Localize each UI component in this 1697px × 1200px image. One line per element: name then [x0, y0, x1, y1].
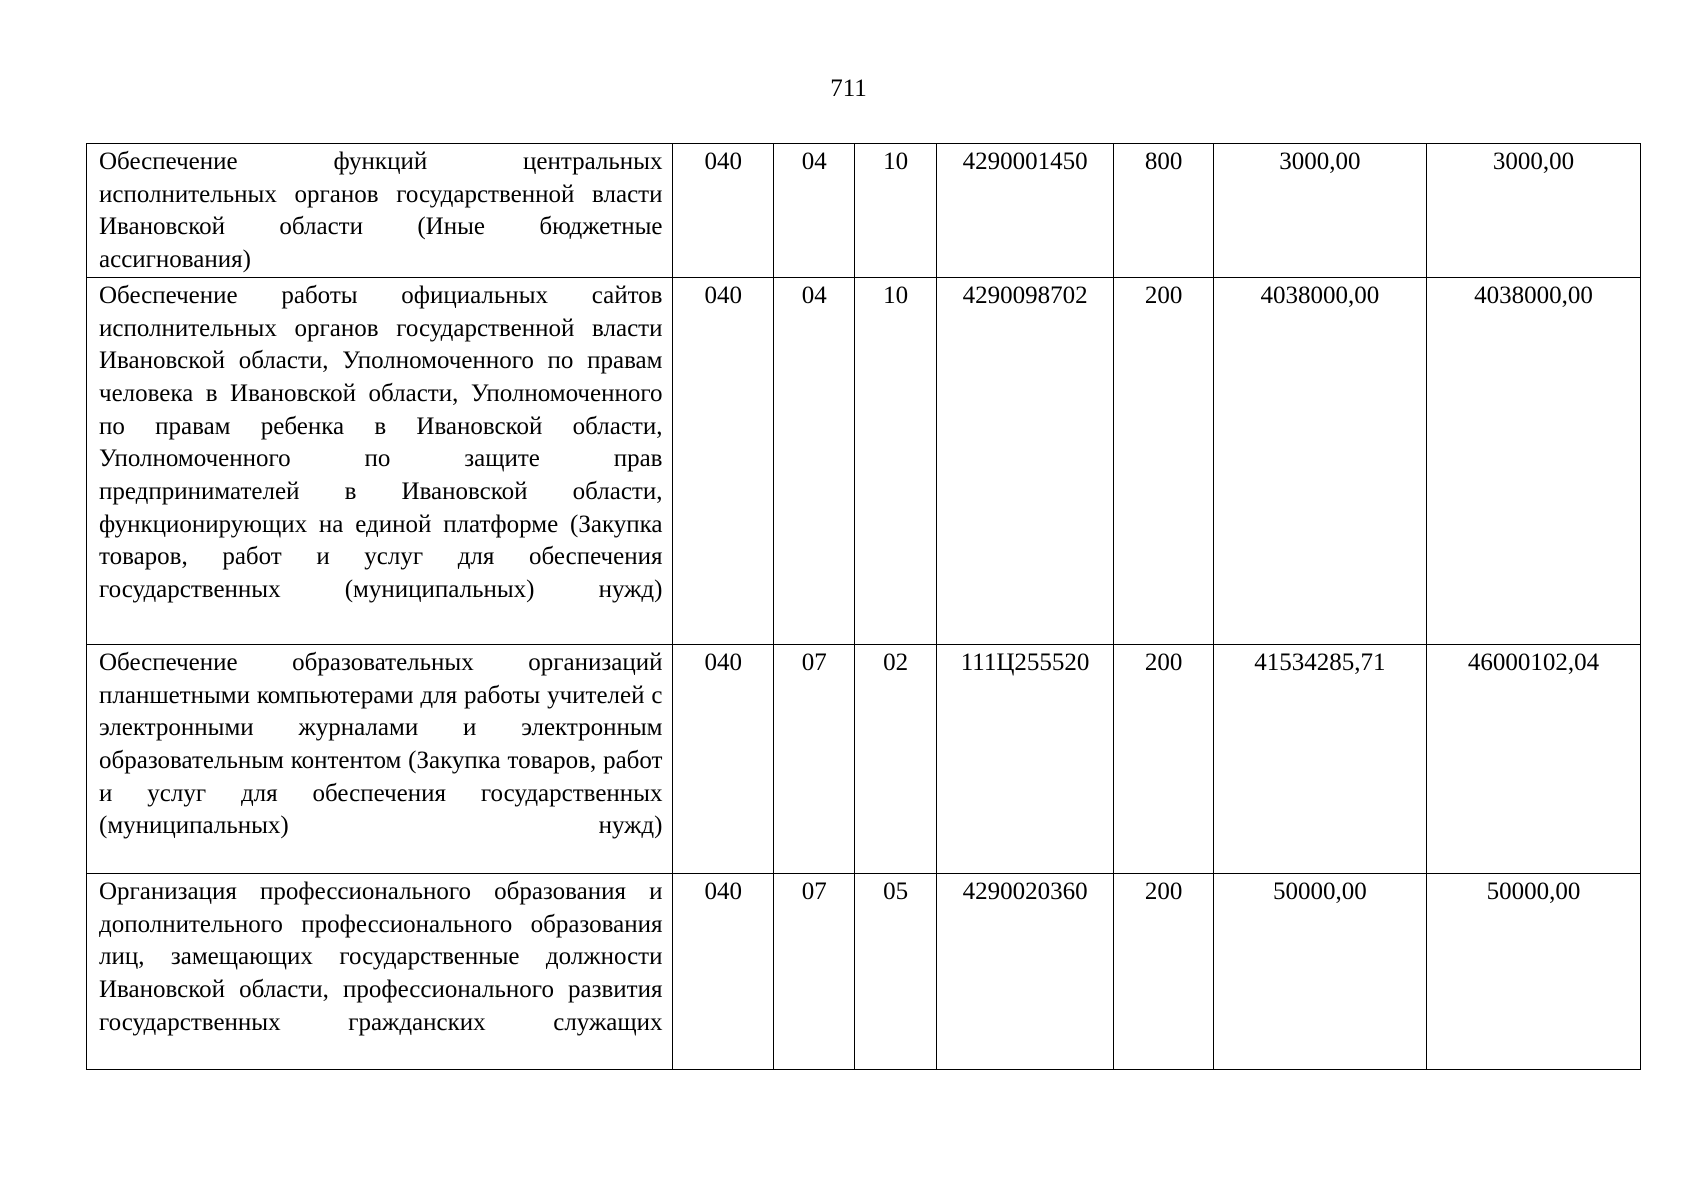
target-article-code: 4290098702 — [936, 277, 1114, 644]
target-article-code: 4290001450 — [936, 144, 1114, 278]
row-description: Обеспечение образовательных организаций планшетными компьютерами для работы учителей с электронными журналами и электронным образовательным контентом (Закупка товаров, работ и услуг для обеспечения государственных (муниципальных) нужд) — [87, 644, 673, 873]
table-row — [87, 277, 1641, 644]
section-code: 07 — [774, 873, 855, 1069]
subsection-code: 10 — [855, 277, 936, 644]
expense-type-code: 200 — [1114, 873, 1214, 1069]
section-code: 04 — [774, 144, 855, 278]
section-code: 04 — [774, 277, 855, 644]
ministry-code: 040 — [673, 144, 774, 278]
expense-type-code: 800 — [1114, 144, 1214, 278]
amount-year-1: 3000,00 — [1213, 144, 1426, 278]
amount-year-2: 46000102,04 — [1426, 644, 1640, 873]
subsection-code: 02 — [855, 644, 936, 873]
row-description: Обеспечение работы официальных сайтов исполнительных органов государственной власти Ивановской области, Уполномоченного по правам человека в Ивановской области, Уполномоченного по правам ребенка в Ивановской области, Уполномоченного по защите прав предпринимателей в Ивановской области, функционирующих на единой платформе (Закупка товаров, работ и услуг для обеспечения государственных (муниципальных) нужд) — [87, 277, 673, 644]
row-description: Обеспечение функций центральных исполнительных органов государственной власти Ивановской области (Иные бюджетные ассигнования) — [87, 144, 673, 278]
expense-type-code: 200 — [1114, 644, 1214, 873]
ministry-code: 040 — [673, 873, 774, 1069]
table-row — [87, 144, 1641, 278]
subsection-code: 05 — [855, 873, 936, 1069]
amount-year-2: 50000,00 — [1426, 873, 1640, 1069]
subsection-code: 10 — [855, 144, 936, 278]
amount-year-1: 4038000,00 — [1213, 277, 1426, 644]
amount-year-2: 4038000,00 — [1426, 277, 1640, 644]
budget-table — [86, 143, 1641, 1070]
ministry-code: 040 — [673, 644, 774, 873]
amount-year-1: 41534285,71 — [1213, 644, 1426, 873]
ministry-code: 040 — [673, 277, 774, 644]
row-description: Организация профессионального образования и дополнительного профессионального образования лиц, замещающих государственные должности Ивановской области, профессионального развития государственных гражданских служащих — [87, 873, 673, 1069]
page-number: 711 — [830, 75, 867, 102]
table-row — [87, 644, 1641, 873]
section-code: 07 — [774, 644, 855, 873]
target-article-code: 111Ц255520 — [936, 644, 1114, 873]
table-row — [87, 873, 1641, 1069]
amount-year-1: 50000,00 — [1213, 873, 1426, 1069]
target-article-code: 4290020360 — [936, 873, 1114, 1069]
amount-year-2: 3000,00 — [1426, 144, 1640, 278]
expense-type-code: 200 — [1114, 277, 1214, 644]
